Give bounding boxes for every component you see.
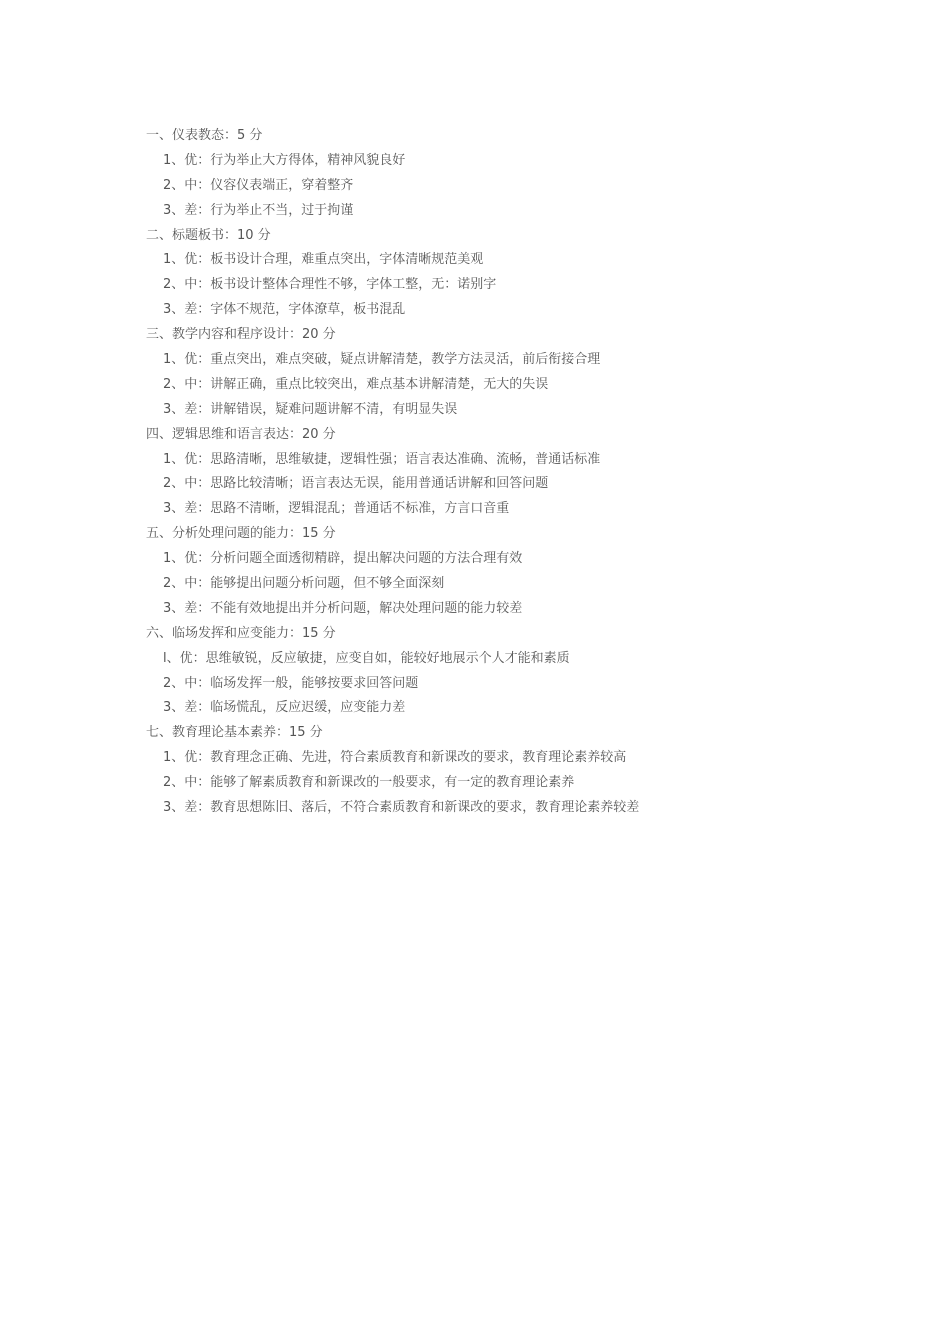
criterion-item: 3、差：临场慌乱，反应迟缓，应变能力差 — [163, 700, 406, 716]
criterion-item: 3、差：行为举止不当，过于拘谨 — [163, 202, 354, 218]
section-heading: 三、教学内容和程序设计：20 分 — [146, 327, 336, 343]
criterion-item: 2、中：讲解正确，重点比较突出，难点基本讲解清楚，无大的失误 — [163, 376, 549, 392]
criterion-item: 2、中：思路比较清晰；语言表达无误，能用普通话讲解和回答问题 — [163, 476, 549, 492]
criterion-item: 3、差：不能有效地提出并分析问题，解决处理问题的能力较差 — [163, 600, 523, 616]
criterion-item: 1、优：行为举止大方得体，精神风貌良好 — [163, 152, 406, 168]
section-appearance — [146, 124, 846, 224]
section-problem-solving — [146, 522, 846, 622]
section-teaching-content — [146, 323, 846, 423]
criterion-item: 1、优：重点突出，难点突破，疑点讲解清楚，教学方法灵活，前后衔接合理 — [163, 352, 601, 368]
section-logic-language — [146, 423, 846, 523]
section-heading: 二、标题板书：10 分 — [146, 227, 271, 243]
section-adaptability — [146, 622, 846, 722]
section-heading: 六、临场发挥和应变能力：15 分 — [146, 625, 336, 641]
criterion-item: 3、差：教育思想陈旧、落后，不符合素质教育和新课改的要求，教育理论素养较差 — [163, 800, 640, 816]
section-heading: 五、分析处理问题的能力：15 分 — [146, 526, 336, 542]
criterion-item: 1、优：教育理念正确、先进，符合素质教育和新课改的要求，教育理论素养较高 — [163, 750, 627, 766]
criterion-item: 1、优：思路清晰，思维敏捷，逻辑性强；语言表达准确、流畅，普通话标准 — [163, 451, 601, 467]
section-education-theory — [146, 721, 846, 821]
section-heading: 七、教育理论基本素养：15 分 — [146, 725, 323, 741]
criterion-item: 2、中：板书设计整体合理性不够，字体工整，无：诺别字 — [163, 277, 497, 293]
criterion-item: 3、差：思路不清晰，逻辑混乱；普通话不标准，方言口音重 — [163, 501, 510, 517]
section-blackboard — [146, 224, 846, 324]
criterion-item: 2、中：能够了解素质教育和新课改的一般要求，有一定的教育理论素养 — [163, 775, 575, 791]
criterion-item: 3、差：字体不规范，字体潦草，板书混乱 — [163, 302, 406, 318]
criterion-item: 2、中：能够提出问题分析问题，但不够全面深刻 — [163, 576, 445, 592]
criterion-item: 3、差：讲解错误，疑难问题讲解不清，有明显失误 — [163, 401, 458, 417]
criterion-item: 2、中：仪容仪表端正，穿着整齐 — [163, 177, 354, 193]
criterion-item: l、优：思维敏锐，反应敏捷，应变自如，能较好地展示个人才能和素质 — [163, 650, 570, 666]
document-body — [146, 124, 846, 821]
criterion-item: 1、优：板书设计合理，难重点突出，字体清晰规范美观 — [163, 252, 484, 268]
criterion-item: 1、优：分析问题全面透彻精辟，提出解决问题的方法合理有效 — [163, 551, 523, 567]
section-heading: 一、仪表教态：5 分 — [146, 128, 263, 143]
criterion-item: 2、中：临场发挥一般，能够按要求回答问题 — [163, 675, 419, 691]
section-heading: 四、逻辑思维和语言表达：20 分 — [146, 426, 336, 442]
